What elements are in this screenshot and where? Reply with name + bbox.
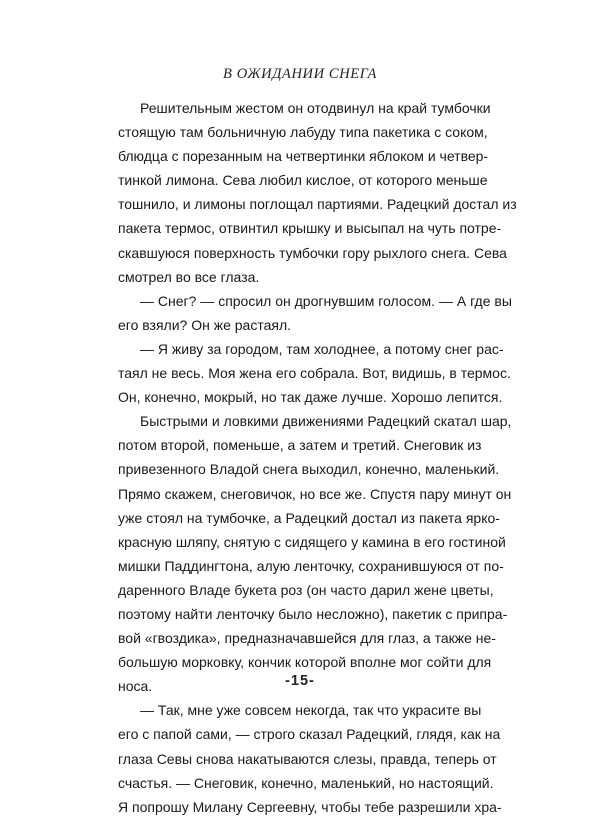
page-number: -15- — [285, 673, 315, 689]
text-line: Решительным жестом он отодвинул на край тумбочки — [140, 100, 491, 116]
text-line: тинкой лимона. Сева любил кислое, от которого меньше — [118, 172, 488, 189]
text-line: даренного Владе букета роз (он часто дарил жене цветы, — [118, 581, 494, 598]
text-line: счастья. — Снеговик, конечно, маленький, но настоящий. — [118, 774, 494, 791]
text-line: Прямо скажем, снеговичок, но все же. Спустя пару минут он — [118, 485, 512, 502]
text-line: его взяли? Он же растаял. — [118, 316, 292, 333]
text-line: носа. — [118, 678, 153, 695]
text-line: красную шляпу, снятую с сидящего у камина в его гостиной — [118, 533, 506, 550]
body-text — [118, 96, 517, 819]
text-line: большую морковку, кончик которой вполне мог сойти для — [118, 654, 492, 671]
text-line: — Я живу за городом, там холоднее, а потому снег рас- — [140, 340, 504, 357]
text-line: пакета термос, отвинтил крышку и высыпал на чуть потре- — [118, 220, 502, 237]
text-line: его с папой сами, — строго сказал Радецкий, глядя, как на — [118, 726, 501, 743]
text-line: уже стоял на тумбочке, а Радецкий достал из пакета ярко- — [118, 509, 500, 526]
text-line: глаза Севы снова накатываются слезы, правда, теперь от — [118, 750, 497, 767]
text-line: вой «гвоздика», предназначавшейся для глаз, а также не- — [118, 630, 496, 647]
text-line: Он, конечно, мокрый, но так даже лучше. Хорошо лепится. — [118, 389, 503, 406]
text-line: привезенного Владой снега выходил, конечно, маленький. — [118, 461, 500, 478]
text-line: Я попрошу Милану Сергеевну, чтобы тебе разрешили хра- — [118, 798, 502, 815]
running-head: В ОЖИДАНИИ СНЕГА — [223, 66, 377, 82]
text-line: стоящую там больничную лабуду типа пакетика с соком, — [118, 124, 488, 141]
text-line: смотрел во все глаза. — [118, 268, 260, 285]
text-line: потом второй, поменьше, а затем и третий. Снеговик из — [118, 437, 482, 454]
text-line: таял не весь. Моя жена его собрала. Вот, видишь, в термос. — [118, 365, 511, 382]
text-line: тошнило, и лимоны поглощал партиями. Радецкий достал из — [118, 196, 517, 213]
text-line: — Снег? — спросил он дрогнувшим голосом. — А где вы — [140, 292, 512, 309]
text-line: скавшуюся поверхность тумбочки гору рыхлого снега. Сева — [118, 244, 507, 261]
text-line: блюдца с порезанным на четвертинки яблоком и четвер- — [118, 148, 489, 165]
text-line: Быстрыми и ловкими движениями Радецкий скатал шар, — [140, 413, 512, 430]
text-line: поэтому найти ленточку было несложно), пакетик с припра- — [118, 605, 508, 622]
text-line: мишки Паддингтона, алую ленточку, сохранившуюся от по- — [118, 557, 504, 574]
text-line: — Так, мне уже совсем некогда, так что украсите вы — [140, 702, 482, 719]
